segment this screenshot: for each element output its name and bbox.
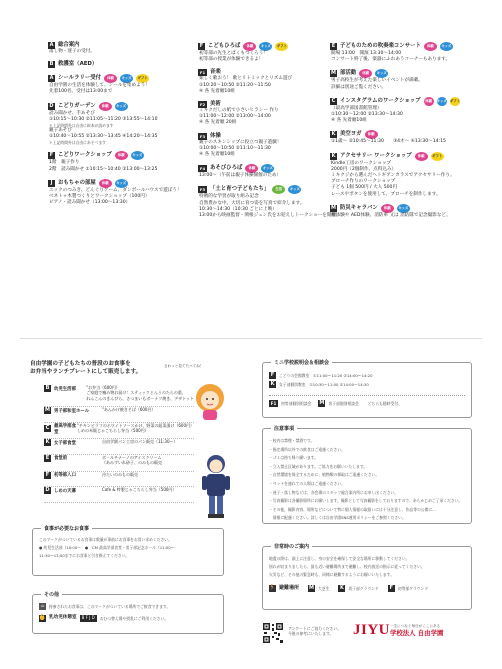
category-badge: キッズ bbox=[131, 151, 144, 160]
event-detail: 13:00から映画監督・関根ジュン氏をお迎えしトークショーを開催。 bbox=[199, 213, 341, 219]
event-detail: 特徴的な学習が取り組み記念 bbox=[199, 194, 259, 200]
food-desc-line: （あみずいれ砂子、のみもの販売 bbox=[102, 460, 162, 466]
event-block bbox=[330, 69, 460, 90]
notice-line: ・指定場所以外での飲食はご遠慮ください。 bbox=[269, 446, 345, 452]
location-mark: D bbox=[49, 102, 54, 109]
event-title: 救護室（AED） bbox=[58, 61, 98, 68]
category-badge: キッズ bbox=[437, 97, 447, 106]
category-badge: 体験 bbox=[359, 69, 372, 78]
meal-box-line-1: このマークがついているお食事は数量が事前にお食事をお買い求めください。 bbox=[39, 537, 172, 542]
event-header bbox=[198, 133, 323, 140]
event-detail: ④ 各 先着順10組 bbox=[331, 118, 367, 124]
event-title: 音楽 bbox=[210, 69, 221, 76]
logo-text: JIYU bbox=[353, 622, 391, 638]
food-desc-line: "お弁当（600円） bbox=[86, 385, 120, 390]
food-location bbox=[44, 487, 102, 494]
category-badge: 体験 bbox=[365, 130, 378, 139]
location-mark: K bbox=[331, 152, 336, 159]
location-mark: E bbox=[45, 454, 50, 461]
event-detail: ④ 各 先着順 20組 bbox=[199, 120, 237, 126]
event-title: こどりガーデン bbox=[58, 102, 96, 109]
mini-footer-2-text: 男子部個別相談会 bbox=[328, 401, 359, 406]
middle-column bbox=[198, 42, 341, 225]
food-desc-line: "チキンピラフのホワイトソースかけ、野菜の紐菜漬け（600円） bbox=[77, 422, 194, 428]
emergency-line: 地震の際は、頭上に注意し、身の安全を確保して安全な場所に移動してください。 bbox=[269, 556, 410, 561]
baby-icon: 👶 bbox=[39, 615, 46, 621]
event-header bbox=[330, 97, 460, 106]
event-detail: 子ども 1個 500円 / 大人 500円 bbox=[331, 185, 398, 191]
category-badge: キッズ bbox=[120, 74, 133, 83]
event-detail: ＊上記時間外は自由に絵本が読めます bbox=[49, 123, 114, 129]
location-mark: A bbox=[49, 42, 54, 48]
location-mark: F bbox=[49, 152, 54, 159]
location-mark: B bbox=[49, 61, 54, 68]
event-block bbox=[330, 204, 460, 219]
location-mark: B bbox=[45, 385, 50, 391]
mini-footer-3-text: どちらも随時受付。 bbox=[367, 401, 402, 406]
event-title: 総合案内 bbox=[58, 42, 80, 48]
food-menu-list bbox=[44, 385, 194, 503]
notice-line: ・ペットを連れての入場はご遠慮ください。 bbox=[269, 480, 345, 486]
category-badge: 体験 bbox=[243, 42, 256, 51]
location-mark: M bbox=[331, 204, 336, 211]
event-detail: 2000円（2個制作、点料込み） bbox=[331, 166, 397, 172]
meal-notice-box bbox=[32, 528, 224, 576]
food-desc-line: "あんかけ焼きそば（600円） bbox=[102, 407, 156, 413]
notice-line: ・校内は禁煙・禁酒です。 bbox=[269, 438, 315, 443]
boy-character-illustration bbox=[198, 452, 234, 526]
category-badge: 体験 bbox=[424, 42, 437, 51]
event-title: シールラリー受付 bbox=[58, 75, 102, 82]
left-column bbox=[48, 42, 182, 212]
speech-bubble bbox=[164, 364, 204, 369]
event-block bbox=[48, 179, 182, 207]
mini-row-1-text: こどりの会館教室 ①11:00〜11:20 ②14:00〜14:20 bbox=[279, 373, 373, 378]
event-detail: ①10:15〜10:30 ②11:05〜11:20 ③13:55〜14:10 bbox=[49, 116, 158, 122]
food-location bbox=[44, 439, 102, 446]
category-badge: キッズ bbox=[115, 102, 128, 111]
location-mark: J bbox=[48, 180, 55, 187]
event-title: 美空ヨガ bbox=[340, 131, 362, 138]
event-detail: 1階 親子作り bbox=[49, 160, 80, 166]
girl-character-illustration bbox=[190, 380, 230, 428]
event-detail: ユックのつみき、どんぐりゲーム、ダンボールハウスで遊ぼう！ bbox=[49, 187, 182, 193]
food-location-name: しめの天幕 bbox=[54, 488, 76, 494]
food-location bbox=[44, 407, 102, 414]
event-header bbox=[330, 42, 460, 51]
other-info-box bbox=[32, 594, 224, 634]
event-detail: 自然豊かな中、大切に育つ姿を写真で紹介します。 bbox=[199, 200, 305, 206]
event-title: アクセサリー ワークショップ bbox=[340, 152, 412, 159]
event-detail: ④ 各 先着順10組 bbox=[199, 88, 235, 94]
notice-line: ・立入禁止区域があります。ご協力をお願いいたします。 bbox=[269, 463, 368, 469]
event-header bbox=[198, 101, 323, 108]
event-detail: 自由学園の生活を体験して、シールを集めよう！ bbox=[49, 83, 150, 89]
food-desc-line: 冷たいのみもの販売 bbox=[102, 471, 138, 477]
food-location bbox=[44, 472, 102, 479]
food-location bbox=[44, 455, 102, 462]
event-detail: ブローチ作りのワークショップ bbox=[331, 179, 396, 185]
event-title: 子どものための吹奏楽コンサート bbox=[340, 43, 421, 49]
event-title: 美術 bbox=[210, 101, 221, 108]
event-title: 「土と育つ子どもたち」 bbox=[210, 186, 270, 193]
category-badge: キッズ bbox=[375, 69, 388, 78]
food-menu-row bbox=[44, 385, 194, 407]
nursing-marks: B F J D bbox=[81, 615, 95, 621]
event-detail: 煙体験や AED体験、消防車 又は 消防隊で記念撮影など。 bbox=[331, 212, 451, 218]
category-badge: ギフト bbox=[136, 74, 149, 83]
event-detail: 親子のスキンシップに役立つ親子遊戯！ bbox=[199, 139, 282, 145]
org-info bbox=[390, 624, 443, 638]
jiyu-logo bbox=[353, 622, 390, 639]
event-header bbox=[48, 61, 178, 68]
event-detail: 落し物・迷子の受付。 bbox=[49, 49, 95, 54]
event-block bbox=[198, 69, 323, 95]
event-block bbox=[198, 185, 341, 219]
event-block bbox=[198, 133, 323, 159]
location-mark: A bbox=[49, 75, 54, 82]
food-desc-line: ご家庭で噛み物お届け！スティックとんうのたらの重、 bbox=[86, 390, 186, 396]
event-detail: ①10:30〜12:00 ②13:30〜14:30 bbox=[331, 112, 403, 118]
food-desc bbox=[102, 455, 162, 466]
location-mark: F2 bbox=[199, 102, 206, 108]
category-badge: 体験 bbox=[115, 151, 128, 160]
qr-text-2: 今後の参考にいたします。 bbox=[288, 631, 334, 636]
event-detail: 開場 13:00 開演 13:30〜14:00 bbox=[331, 51, 402, 56]
event-header bbox=[48, 42, 178, 49]
event-detail: ①10:40〜10:55 ②13:30〜13:45 ④14:20〜14:35 bbox=[49, 134, 158, 140]
event-detail: 詳細は別途ご覧ください。 bbox=[331, 84, 387, 90]
food-desc bbox=[102, 487, 176, 492]
tagline: 一生につなぐ毎日がここにある bbox=[390, 624, 441, 628]
food-menu-row bbox=[44, 455, 194, 472]
event-block bbox=[330, 97, 460, 125]
notice-line: ・ゴミは持ち帰り願います。 bbox=[269, 455, 319, 461]
category-badge: 体験 bbox=[99, 179, 112, 188]
event-detail: 楽しく歌おう！ 歌とリトミックとリズム遊び bbox=[199, 76, 293, 82]
event-header bbox=[330, 152, 460, 161]
speech-text: さわっと見てたべてね！ bbox=[164, 364, 204, 368]
food-location-name: 食堂前 bbox=[54, 456, 68, 462]
food-desc bbox=[102, 407, 155, 412]
qr-text-1: アンケートにご協力ください。 bbox=[288, 626, 341, 631]
event-detail: 10:30〜14:30（10:30 ごとに上映） bbox=[199, 206, 277, 212]
category-badge: 体験 bbox=[415, 152, 428, 161]
event-detail: 先着100名、受付は13:00まで bbox=[49, 89, 113, 95]
notice-line: ・迷子・落し物などは、各会場のスタッフ総合案内所にお申し出ください。 bbox=[269, 489, 399, 495]
evac-place-name: 初等部グラウンド bbox=[397, 586, 429, 591]
qr-code[interactable] bbox=[262, 622, 284, 644]
food-desc bbox=[77, 423, 194, 434]
org-name: 学校法人 自由学園 bbox=[390, 629, 444, 637]
event-detail: 親子あそび bbox=[49, 128, 72, 134]
event-block bbox=[198, 164, 323, 179]
location-mark: K bbox=[45, 439, 50, 446]
notice-line: 情報に配慮ください。詳しくは自由学園SNS運用ポリシーをご参照ください。 bbox=[269, 515, 406, 521]
nursing-label: 乳幼児休憩室 bbox=[49, 615, 77, 621]
food-intro-line-2: お弁当やランチプレートにして販売します。 bbox=[30, 369, 142, 375]
emergency-lines bbox=[269, 555, 465, 579]
event-detail: ミキクだしの紙で小さいヒラシー 作り bbox=[199, 108, 279, 114]
right-column bbox=[330, 42, 460, 225]
evac-label: 避難場所 bbox=[279, 585, 300, 592]
event-detail: ピアノ・読み聞かせ（13:00〜13:30） bbox=[49, 200, 131, 206]
location-mark: M bbox=[331, 70, 336, 77]
mini-briefing-box bbox=[262, 362, 472, 418]
qr-caption bbox=[288, 626, 341, 636]
evacuation-icon: 🏃 bbox=[269, 585, 276, 591]
location-mark: M bbox=[45, 407, 50, 414]
event-block bbox=[330, 130, 460, 145]
evac-place-name: 男子部グラウンド bbox=[348, 586, 379, 591]
event-detail: ＊上記時間外は自由にあそべます bbox=[49, 140, 106, 146]
event-header bbox=[48, 74, 178, 83]
food-menu-row bbox=[44, 472, 194, 488]
food-desc bbox=[102, 472, 138, 477]
evac-place-mark: F bbox=[389, 585, 393, 591]
location-mark: F5 bbox=[199, 187, 206, 193]
event-block bbox=[48, 61, 178, 68]
event-title: おもちゃの部屋 bbox=[58, 179, 96, 186]
event-detail: ペネトゥ木製つくりとワークショップ（100円） bbox=[49, 194, 150, 200]
event-detail: 読み聞かせ、手あそび bbox=[49, 110, 95, 116]
event-detail: ①11:00〜12:00 ②13:00〜14:00 bbox=[199, 114, 271, 120]
category-badge: 体験 bbox=[99, 102, 112, 111]
event-title: あそびひろば bbox=[210, 165, 243, 172]
food-location-name: 男子部和室ホール bbox=[54, 408, 90, 414]
event-block bbox=[48, 102, 178, 146]
category-badge: キッズ bbox=[115, 179, 128, 188]
event-title: こどもひろば bbox=[208, 43, 241, 49]
food-desc bbox=[86, 385, 194, 401]
evac-place-mark: M bbox=[309, 585, 314, 591]
nursing-desc: おむつ替え場や授乳にご利用ください。 bbox=[99, 616, 169, 621]
location-mark: K bbox=[331, 131, 336, 138]
notice-line: ・写真撮影は各撮影場所にお願いします。撮影として写真撮影をしておりますので、あらかじめご了承ください。 bbox=[269, 498, 463, 504]
event-block bbox=[48, 42, 178, 55]
location-mark: F1 bbox=[199, 70, 206, 76]
event-detail: ④ 各 先着順10組 bbox=[199, 152, 235, 158]
notice-lines bbox=[269, 437, 465, 523]
food-desc-line: れんこんのきんぴら、さつまいもボーナツ焼き、デザトット bbox=[86, 395, 194, 401]
category-badge: キッズ bbox=[397, 204, 410, 213]
evac-places bbox=[308, 585, 434, 592]
event-detail: 13:00〜（午前は親子体操開催のため） bbox=[199, 173, 282, 179]
mini-box-title: ミニ学校説明会＆相談会 bbox=[271, 359, 332, 366]
event-block bbox=[48, 151, 178, 172]
food-location-name: 幼児生活部 bbox=[54, 386, 76, 392]
event-header bbox=[198, 164, 323, 173]
mini-row-2-mark: K bbox=[270, 381, 275, 387]
event-block bbox=[198, 42, 323, 63]
food-desc-line: 自由学園パン工房のパン販売（11:30〜） bbox=[102, 439, 178, 445]
event-detail: ①10:20〜10:50 ②11:20〜11:50 bbox=[199, 82, 271, 88]
meal-box-title: 食事が必要なお食事 bbox=[41, 525, 92, 532]
event-detail: ①1歳〜 ②10:45〜11:30 ③4才〜 ④13:30〜14:15 bbox=[331, 139, 446, 145]
category-badge: 体験 bbox=[381, 204, 394, 213]
food-desc-line: Cafe & 特製じゃこちらし弁当（500円） bbox=[102, 487, 177, 493]
food-location-name: 女子部食堂 bbox=[54, 440, 76, 446]
event-block bbox=[330, 42, 460, 63]
eating-area-icon: ☕ bbox=[40, 603, 45, 609]
mini-row-1-mark: F bbox=[270, 372, 275, 378]
meal-box-line-3: 11:30〜13:00までにお食事と引き換えてください。 bbox=[39, 553, 130, 558]
emergency-line: 火災など、その他の緊急時も、同様に避難するようにお願いいたします。 bbox=[269, 572, 394, 577]
location-mark: C bbox=[331, 97, 336, 104]
food-desc-line: しめの米飯じゃこちらし弁当（500円） bbox=[77, 428, 149, 434]
event-title: こどりワークショップ bbox=[58, 152, 112, 159]
food-menu-row bbox=[44, 423, 194, 440]
event-title: 防災キャラバン bbox=[340, 204, 378, 211]
food-location-name: 初等部入口 bbox=[54, 473, 76, 479]
mini-row-2-text: 女子部個別教室 ①10:30〜11:00 ②14:00〜14:30 bbox=[279, 382, 369, 387]
meal-box-line-2: ● 幼児生活部（10:00〜 ● CM 最高学部食堂・男子部記念ホール（11:00〜 bbox=[39, 545, 175, 550]
event-header bbox=[330, 204, 460, 213]
location-mark: F3 bbox=[199, 133, 206, 139]
other-box-line-1: 持参されたお食事は、このマークがついている場所でご飲食できます。 bbox=[49, 604, 171, 609]
food-intro-line-1: 自由学園の子どもたちの普段のお食事を bbox=[30, 361, 131, 367]
location-mark: D bbox=[45, 487, 50, 494]
food-menu-row bbox=[44, 487, 194, 503]
event-title: 部活動 bbox=[340, 70, 357, 77]
food-location-name: 最高学部食堂 bbox=[54, 423, 76, 435]
event-detail: （最高学部図書館管理） bbox=[331, 105, 382, 111]
event-header bbox=[48, 179, 178, 188]
evac-place-mark: K bbox=[339, 585, 344, 591]
event-detail: レースやボタンを使用して、ブローチを制作します。 bbox=[331, 191, 441, 197]
location-mark: E bbox=[331, 43, 336, 49]
event-title: インスタグラムのワークショップ bbox=[340, 97, 421, 104]
event-block bbox=[198, 101, 323, 127]
category-badge: キッズ bbox=[259, 42, 272, 51]
food-desc-line: ボ・ルチナーノのアイスクリーム bbox=[102, 454, 162, 460]
category-badge: 体験 bbox=[104, 74, 117, 83]
category-badge: 体験 bbox=[424, 97, 434, 106]
location-mark: F bbox=[199, 43, 204, 49]
category-badge: 体験 bbox=[245, 164, 258, 173]
emergency-box-title: 非常時のご案内 bbox=[271, 543, 312, 550]
event-detail: 初等部の先生とばくもつくろう！ bbox=[199, 51, 268, 56]
emergency-line: 揺れが収まりましたら、最も近い避難場所まで避難し、校内放送の指示に従ってください。 bbox=[269, 564, 425, 569]
mini-footer-1-mark: F1 bbox=[270, 401, 277, 406]
section-divider bbox=[20, 338, 482, 339]
food-menu-row bbox=[44, 439, 194, 455]
event-block bbox=[48, 74, 178, 95]
evac-place-name: 大芝生 bbox=[318, 586, 330, 591]
category-badge: キッズ bbox=[288, 185, 301, 194]
event-detail: ①10:00〜10:50 ②11:10〜11:30 bbox=[199, 145, 271, 151]
event-detail: ミキクジから選んだヘトギアンカラスでアクセサリー作り。 bbox=[331, 173, 455, 179]
other-box-title: その他 bbox=[41, 591, 62, 598]
location-mark: C bbox=[45, 425, 50, 432]
event-detail: コンサート終了後、楽器にふれあうコーナーもあります。 bbox=[331, 57, 451, 63]
category-badge: キッズ bbox=[440, 42, 453, 51]
location-mark: F bbox=[45, 471, 50, 478]
food-desc bbox=[102, 439, 178, 444]
mini-footer-1-text: 初等部個別相談会 bbox=[281, 401, 312, 406]
event-title: 体操 bbox=[210, 132, 221, 139]
event-detail: Kindle工房のワークショップ bbox=[331, 160, 392, 166]
food-location bbox=[44, 385, 86, 392]
category-badge: ギフト bbox=[275, 42, 288, 51]
notice-line: ・その他、撮影内容、場所などについて特に個人情報の取扱いには十分注意し、作品等の公開に… bbox=[269, 506, 436, 512]
food-menu-row bbox=[44, 407, 194, 423]
event-header bbox=[48, 102, 178, 111]
event-detail: 男子高校生が考えた楽しいイベントが満載。 bbox=[331, 78, 423, 84]
event-detail: 2階 読み聞かせ ①10:15〜10:40 ②13:00〜13:25 bbox=[49, 166, 158, 172]
category-badge: ギフト bbox=[450, 97, 460, 106]
mini-footer-2-mark: M bbox=[319, 400, 325, 406]
food-location bbox=[44, 423, 77, 435]
emergency-box bbox=[262, 546, 472, 610]
category-badge: キッズ bbox=[261, 164, 274, 173]
category-badge: ギフト bbox=[431, 152, 444, 161]
event-header bbox=[198, 42, 323, 51]
notice-box-title: 注意事項 bbox=[271, 425, 297, 432]
event-block bbox=[330, 152, 460, 198]
notice-line: ・自然環境を保全するために、植物類の採取はご遠慮ください。 bbox=[269, 472, 380, 478]
event-detail: 初等部の授業が体験できるよ！ bbox=[199, 57, 264, 63]
category-badge: 生活 bbox=[272, 185, 285, 194]
location-mark: F4 bbox=[199, 166, 206, 172]
notice-box bbox=[262, 428, 472, 524]
